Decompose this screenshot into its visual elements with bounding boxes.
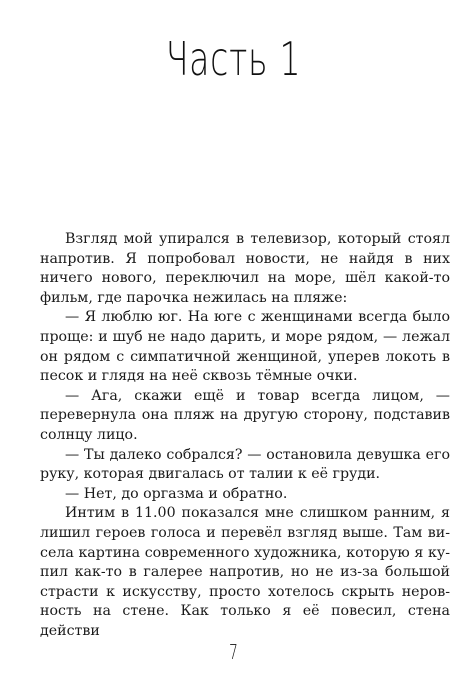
paragraph: — Ага, скажи ещё и товар всегда лицом, — перевернула она пляж на другую сторону, подставив солнцу лицо. xyxy=(40,387,450,443)
paragraph: Взгляд мой упирался в телевизор, который стоял напротив. Я попробовал новости, не найдя в них ничего нового, переключил на море, шёл какой-то фильм, где парочка нежилась на пляже: xyxy=(40,231,450,306)
paragraph: — Я люблю юг. На юге с женщинами всегда было проще: и шуб не надо дарить, и море рядом, — лежал он рядом с симпатичной женщиной, уперев локоть в песок и глядя на неё сквозь тёмные очки. xyxy=(40,309,450,385)
page-number: 7 xyxy=(229,640,238,664)
paragraph: — Нет, до оргазма и обратно. xyxy=(65,485,288,502)
chapter-title: Часть 1 xyxy=(165,32,302,86)
paragraph: Интим в 11.00 показался мне слишком ранним, я лишил героев голоса и перевёл взгляд выше. Там висела картина современного художника, которую я купил как-то в галерее напротив, но не из-за большой страсти к искусству, просто хотелось скрыть неровность на стене. Как только я её повесил, стена действи xyxy=(40,505,450,639)
paragraph: — Ты далеко собрался? — остановила девушка его руку, которая двигалась от талии к её груди. xyxy=(40,446,450,483)
body-text xyxy=(40,230,450,641)
